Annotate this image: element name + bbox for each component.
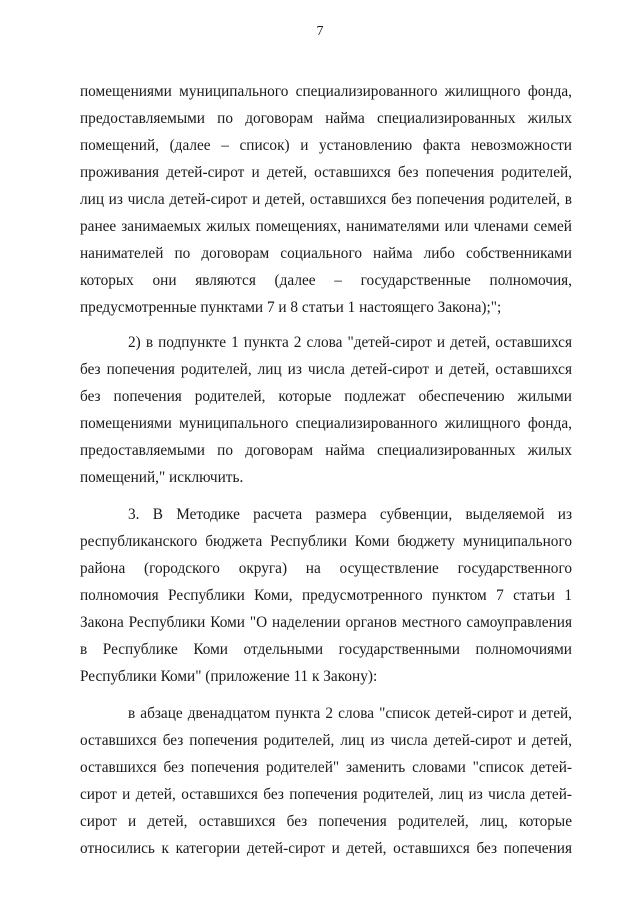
text-line: помещений, (далее – список) и установлению факта невозможности <box>80 137 572 154</box>
text-line: ранее занимаемых жилых помещениях, нанимателями или членами семей <box>80 218 572 235</box>
text-line: района (городского округа) на осуществление государственного <box>80 560 572 577</box>
text-line: нанимателей по договорам социального найма либо собственниками <box>80 245 572 262</box>
text-line: сирот и детей, оставшихся без попечения родителей, лиц из числа детей- <box>80 786 572 803</box>
text-line: лиц из числа детей-сирот и детей, оставшихся без попечения родителей, в <box>80 191 572 208</box>
text-line: относились к категории детей-сирот и детей, оставшихся без попечения <box>80 840 572 857</box>
page-number: 7 <box>316 24 324 39</box>
text-line: которых они являются (далее – государственные полномочия, <box>80 272 572 289</box>
paragraph-abzac <box>80 700 572 862</box>
text-line: оставшихся без попечения родителей" заменить словами "список детей- <box>80 759 572 776</box>
text-line: 3. В Методике расчета размера субвенции, выделяемой из <box>128 506 572 523</box>
paragraph-item-3 <box>80 501 572 690</box>
text-line: Республики Коми" (приложение 11 к Закону): <box>80 668 378 685</box>
text-line: проживания детей-сирот и детей, оставшихся без попечения родителей, <box>80 164 572 181</box>
text-line: предоставляемыми по договорам найма специализированных жилых <box>80 442 572 459</box>
text-line: в Республике Коми отдельными государственными полномочиями <box>80 641 572 658</box>
text-line: сирот и детей, оставшихся без попечения родителей, лиц, которые <box>80 813 572 830</box>
text-line: в абзаце двенадцатом пункта 2 слова "список детей-сирот и детей, <box>128 705 572 722</box>
text-line: без попечения родителей, которые подлежат обеспечению жилыми <box>80 388 572 405</box>
text-line: республиканского бюджета Республики Коми бюджету муниципального <box>80 533 572 550</box>
text-line: помещений," исключить. <box>80 469 244 486</box>
text-line: предусмотренные пунктами 7 и 8 статьи 1 настоящего Закона);"; <box>80 299 502 316</box>
text-line: 2) в подпункте 1 пункта 2 слова "детей-сирот и детей, оставшихся <box>128 334 572 351</box>
document-body <box>80 78 572 862</box>
text-line: без попечения родителей, лиц из числа детей-сирот и детей, оставшихся <box>80 361 572 378</box>
text-line: Закона Республики Коми "О наделении органов местного самоуправления <box>80 614 572 631</box>
text-line: помещениями муниципального специализированного жилищного фонда, <box>80 83 572 100</box>
text-line: помещениями муниципального специализированного жилищного фонда, <box>80 415 572 432</box>
text-line: полномочия Республики Коми, предусмотренного пунктом 7 статьи 1 <box>80 587 572 604</box>
text-line: предоставляемыми по договорам найма специализированных жилых <box>80 110 572 127</box>
paragraph-item-2 <box>80 329 572 491</box>
paragraph-continuation <box>80 78 572 321</box>
text-line: оставшихся без попечения родителей, лиц из числа детей-сирот и детей, <box>80 732 572 749</box>
